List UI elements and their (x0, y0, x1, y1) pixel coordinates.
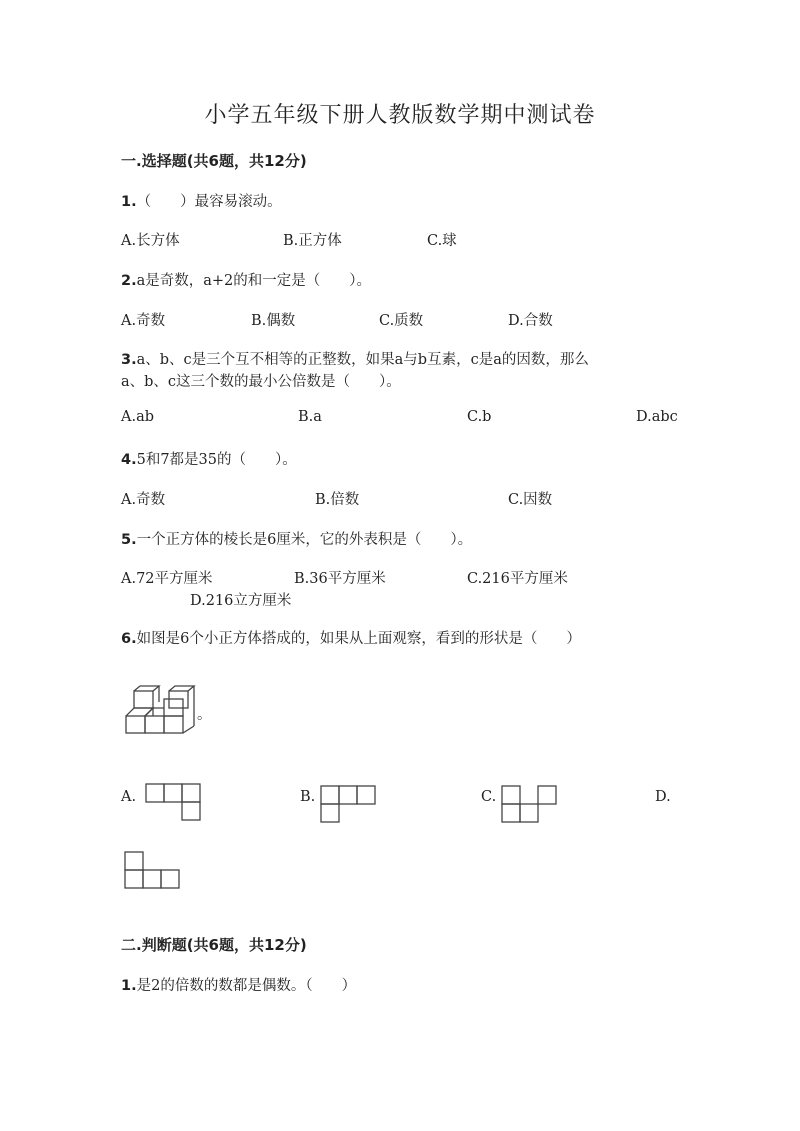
q2-option-a: A.奇数 (121, 313, 166, 329)
cube-stack-figure (124, 684, 199, 736)
q3-option-c: C.b (467, 409, 492, 425)
q5-option-a: A.72平方厘米 (121, 571, 213, 587)
q4-option-c: C.因数 (508, 492, 553, 508)
section-heading-judgement: 二.判断题(共6题，共12分) (121, 936, 307, 954)
q1-option-b: B.正方体 (283, 233, 342, 249)
q2-option-c: C.质数 (379, 313, 424, 329)
q1-option-a: A.长方体 (121, 233, 180, 249)
figure-period: 。 (197, 707, 212, 723)
judgement-question-1: 1.是2的倍数的数都是偶数。（ ） (121, 978, 357, 994)
question-5: 5.一个正方体的棱长是6厘米，它的外表积是（ ）。 (121, 532, 473, 548)
section-heading-choice: 一.选择题(共6题，共12分) (121, 152, 307, 170)
question-3: 3.a、b、c是三个互不相等的正整数，如果a与b互素，c是a的因数，那么 (121, 352, 589, 368)
q3-option-d: D.abc (636, 409, 678, 425)
q6-option-b-shape (320, 785, 378, 823)
q6-option-c: C. (481, 789, 497, 805)
q6-option-d: D. (655, 789, 671, 805)
q6-option-a-shape (145, 783, 203, 821)
question-3-line2: a、b、c这三个数的最小公倍数是（ ）。 (121, 374, 401, 390)
q4-option-a: A.奇数 (121, 492, 166, 508)
q3-option-a: A.ab (121, 409, 155, 425)
q6-option-b: B. (300, 789, 316, 805)
question-1: 1.（ ）最容易滚动。 (121, 194, 282, 210)
q3-option-b: B.a (298, 409, 322, 425)
q6-option-a: A. (121, 789, 137, 805)
q6-option-d-shape (124, 851, 182, 889)
q5-option-d: D.216立方厘米 (190, 593, 292, 609)
question-2: 2.a是奇数，a+2的和一定是（ ）。 (121, 273, 372, 289)
q4-option-b: B.倍数 (315, 492, 360, 508)
q5-option-c: C.216平方厘米 (467, 571, 568, 587)
q6-option-c-shape (501, 785, 559, 823)
q5-option-b: B.36平方厘米 (294, 571, 386, 587)
q2-option-d: D.合数 (508, 313, 553, 329)
question-6: 6.如图是6个小正方体搭成的，如果从上面观察，看到的形状是（ ） (121, 631, 581, 647)
page-title: 小学五年级下册人教版数学期中测试卷 (204, 103, 596, 128)
q2-option-b: B.偶数 (251, 313, 296, 329)
question-4: 4.5和7都是35的（ ）。 (121, 452, 297, 468)
q1-option-c: C.球 (427, 233, 457, 249)
